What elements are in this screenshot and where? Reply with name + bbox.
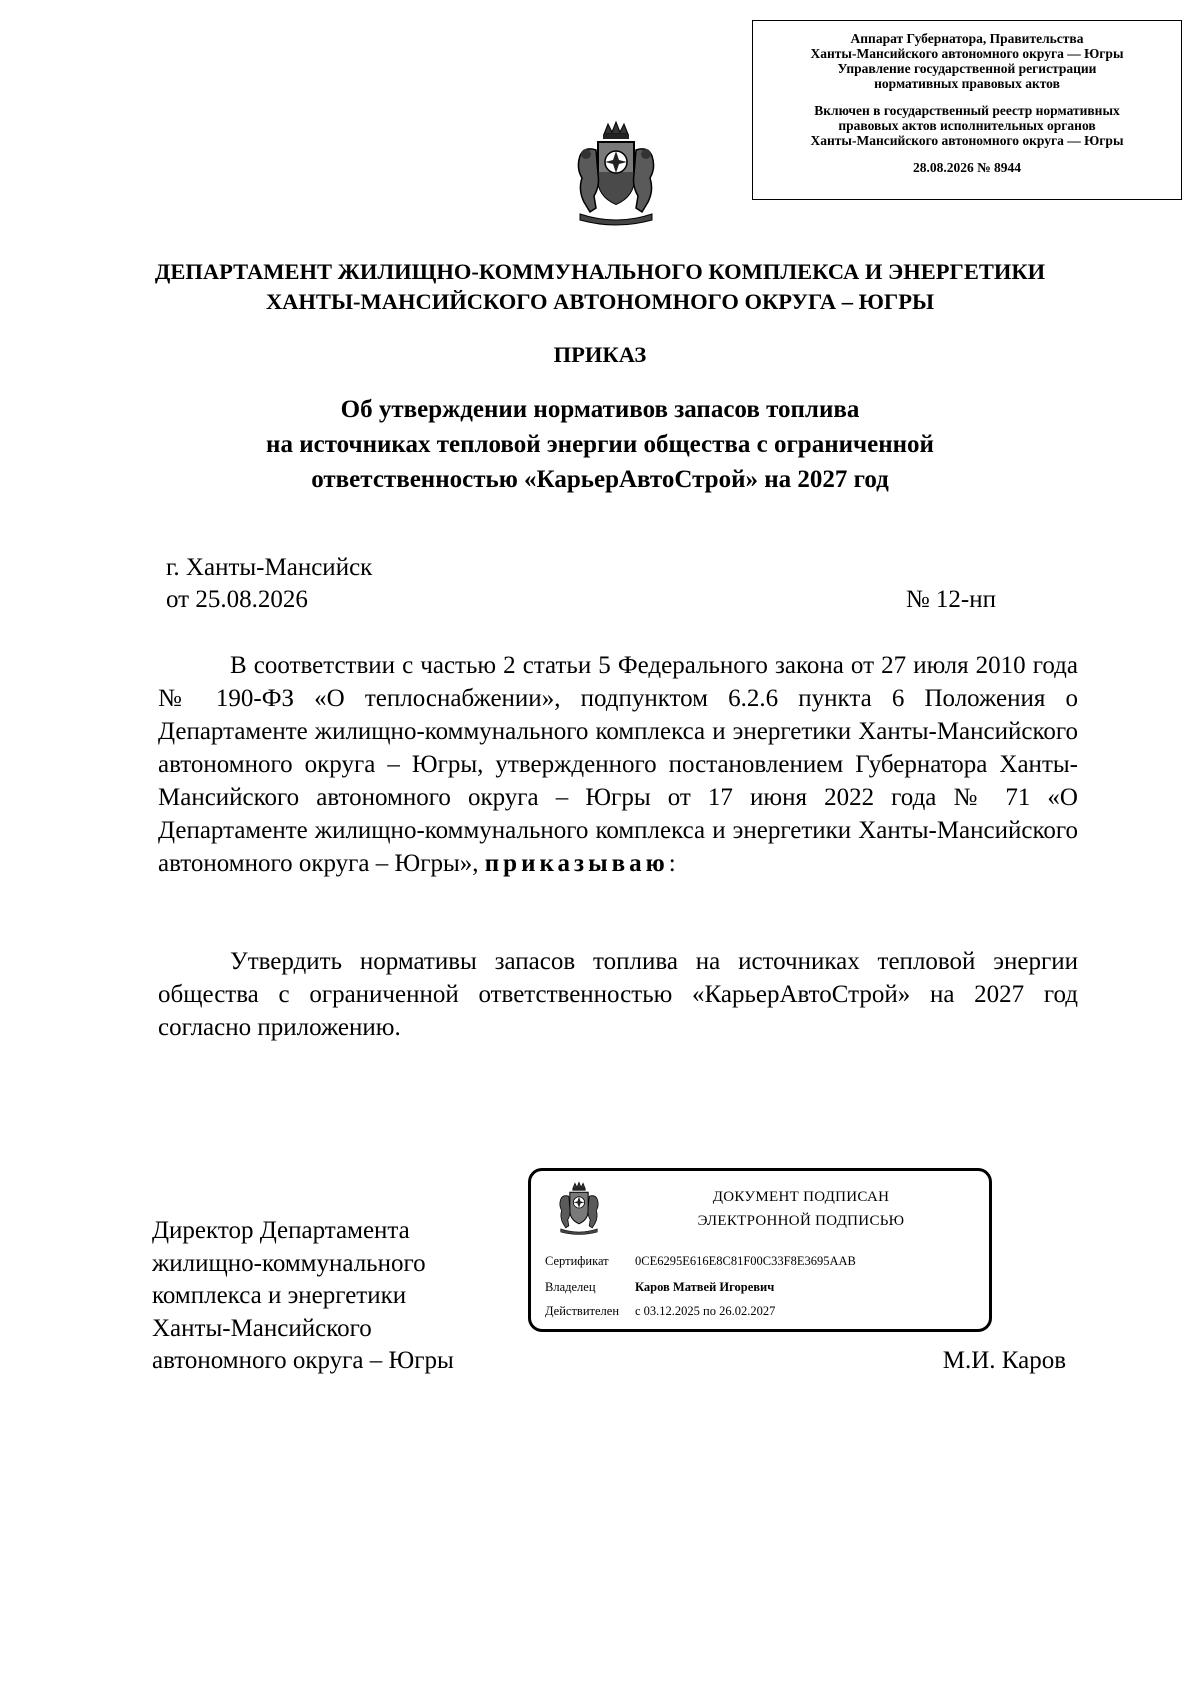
registration-note [753,103,1181,148]
coat-of-arms-icon [553,1181,605,1235]
electronic-signature-stamp [528,1168,992,1332]
registration-authority [753,31,1181,91]
signer-title-line: Директор Департамента [152,1217,410,1244]
department-title-line: ХАНТЫ-МАНСИЙСКОГО АВТОНОМНОГО ОКРУГА – ЮГРЫ [265,289,935,314]
esign-certificate-label: Сертификат [545,1254,609,1268]
esign-heading-line: ДОКУМЕНТ ПОДПИСАН [712,1189,890,1205]
registration-number: 28.08.2026 № 8944 [912,160,1022,175]
registration-stamp [752,20,1182,200]
esign-certificate-value: 0CE6295E616E8C81F00C33F8E3695AAB [635,1254,856,1268]
document-place: г. Ханты-Мансийск [166,554,373,581]
signer-title-line: комплекса и энергетики [152,1282,407,1309]
stamp-line: Включен в государственный реестр нормативных [814,103,1120,118]
signer-title-line: жилищно-коммунального [152,1249,426,1277]
esign-validity-value: с 03.12.2025 по 26.02.2027 [635,1304,776,1318]
document-number: № 12-нп [905,586,996,613]
stamp-line: Ханты-Мансийского автономного округа — Югры [810,46,1124,61]
esign-owner-label: Владелец [545,1280,596,1294]
subject-line: Об утверждении нормативов запасов топлива [340,396,860,423]
preamble-paragraph [158,649,1078,880]
esign-heading-line: ЭЛЕКТРОННОЙ ПОДПИСЬЮ [697,1213,905,1229]
preamble-text: В соответствии с частью 2 статьи 5 Федерального закона от 27 июля 2010 года № 190-ФЗ «О теплоснабжении», подпунктом 6.2.6 пункта 6 Положения о Департаменте жилищно-коммунального комплекса и энергетики Ханты-Мансийского автономного округа – Югры, утвержденного постановлением Губернатора Ханты-Мансийского автономного округа – Югры от 17 июня 2022 года № 71 «О Департаменте жилищно-коммунального комплекса и энергетики Ханты-Мансийского автономного округа – Югры», [158,652,1078,877]
document-date: от 25.08.2026 [166,586,308,613]
subject-line: ответственностью «КарьерАвтоСтрой» на 2027 год [311,466,889,493]
esign-owner-value: Каров Матвей Игоревич [635,1280,775,1294]
decision-paragraph: Утвердить нормативы запасов топлива на источниках тепловой энергии общества с ограниченной ответственностью «КарьерАвтоСтрой» на 2027 год согласно приложению. [158,948,1078,1041]
department-title [100,257,1100,317]
department-title-line: ДЕПАРТАМЕНТ ЖИЛИЩНО-КОММУНАЛЬНОГО КОМПЛЕКСА И ЭНЕРГЕТИКИ [154,259,1046,284]
signer-name: М.И. Каров [942,1347,1066,1374]
esign-validity-label: Действителен [545,1304,620,1318]
subject-line: на источниках тепловой энергии общества с ограниченной [266,431,934,458]
esign-owner-row [545,1279,774,1295]
document-type: ПРИКАЗ [553,342,647,367]
signer-title-line: автономного округа – Югры [152,1347,454,1374]
stamp-line: нормативных правовых актов [874,76,1060,91]
esign-heading [631,1185,971,1233]
esign-validity-row [545,1303,775,1319]
preamble-tail: : [668,850,676,877]
document-subject [100,392,1100,497]
stamp-line: Управление государственной регистрации [837,61,1097,76]
order-verb: приказываю [484,850,669,877]
signer-title [152,1215,454,1378]
stamp-line: правовых актов исполнительных органов [838,118,1096,133]
coat-of-arms-icon [566,120,666,226]
stamp-line: Ханты-Мансийского автономного округа — Югры [810,133,1124,148]
stamp-line: Аппарат Губернатора, Правительства [850,31,1084,46]
esign-certificate-row [545,1253,856,1269]
signer-title-line: Ханты-Мансийского [152,1314,372,1342]
